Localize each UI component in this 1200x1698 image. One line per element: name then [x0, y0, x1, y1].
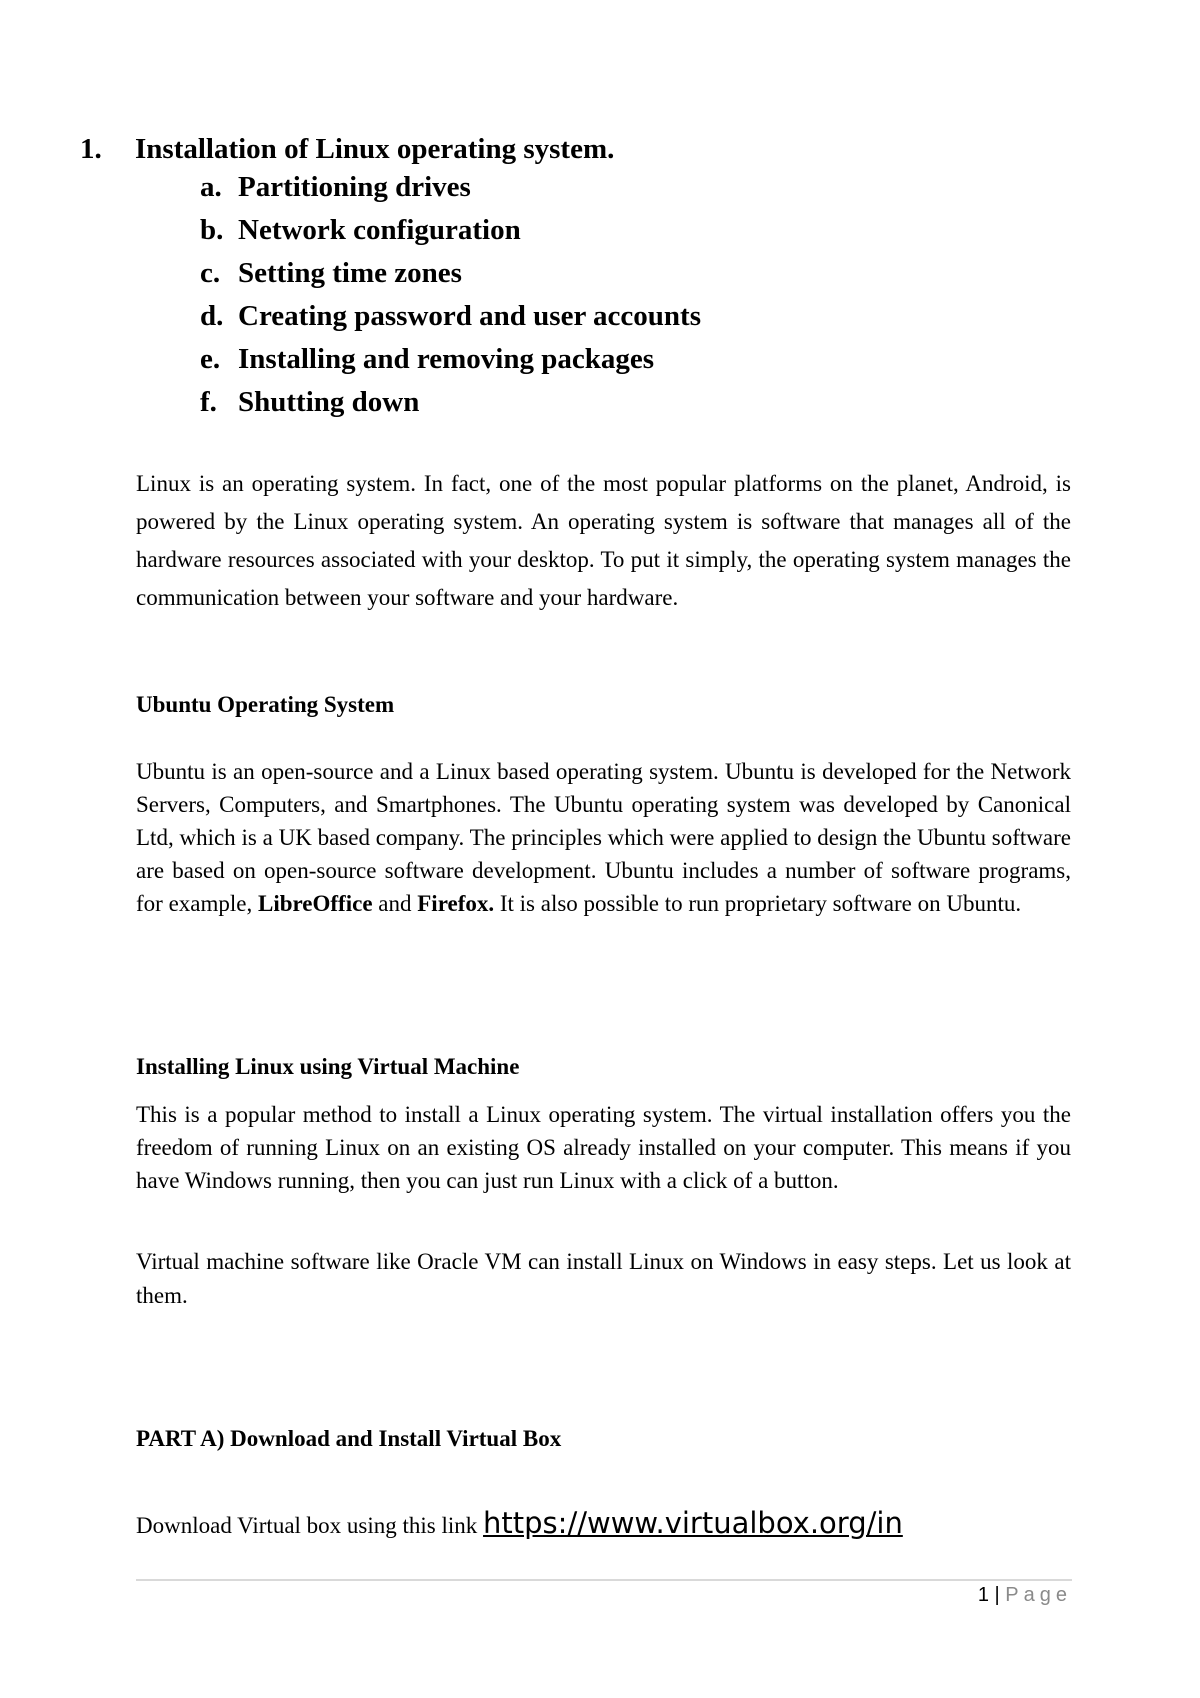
- list-item: d. Creating password and user accounts: [200, 300, 701, 332]
- list-item: c. Setting time zones: [200, 257, 462, 289]
- ubuntu-paragraph: Ubuntu is an open-source and a Linux based operating system. Ubuntu is developed for the Network Servers, Computers, and Smartphones. The Ubuntu operating system was developed by Canonical Ltd, which is a UK based company. The principles which were applied to design the Ubuntu software are based on open-source software development. Ubuntu includes a number of software programs, for example, LibreOffice and Firefox. It is also possible to run proprietary software on Ubuntu.: [136, 759, 1071, 916]
- page-footer: 1 | Page: [977, 1584, 1072, 1606]
- list-item: f. Shutting down: [200, 386, 420, 418]
- ubuntu-heading: Ubuntu Operating System: [136, 692, 395, 717]
- libreoffice-text: LibreOffice: [257, 891, 373, 916]
- intro-paragraph: Linux is an operating system. In fact, one of the most popular platforms on the planet, Android, is powered by the Linux operating system. An operating system is software that manages all of the hardware resources associated with your desktop. To put it simply, the operating system manages the communication between your software and your hardware.: [136, 471, 1071, 610]
- vm-paragraph-2: Virtual machine software like Oracle VM can install Linux on Windows in easy steps. Let us look at them.: [136, 1249, 1071, 1308]
- page-number: 1: [977, 1584, 989, 1606]
- list-item: b. Network configuration: [200, 214, 521, 246]
- section-title: [80, 133, 614, 166]
- footer-divider: [136, 1579, 1072, 1581]
- part-a-heading: PART A) Download and Install Virtual Box: [136, 1426, 562, 1451]
- virtualbox-link[interactable]: https://www.virtualbox.org/in: [483, 1506, 903, 1540]
- page-word: Page: [1005, 1584, 1072, 1606]
- section-number: 1.: [80, 133, 102, 165]
- section-title-text: Installation of Linux operating system.: [135, 133, 615, 165]
- firefox-text: Firefox.: [417, 891, 495, 916]
- vm-paragraph-1: This is a popular method to install a Linux operating system. The virtual installation offers you the freedom of running Linux on an existing OS already installed on your computer. This means if you have Windows running, then you can just run Linux with a click of a button.: [136, 1102, 1071, 1193]
- download-line: Download Virtual box using this link https://www.virtualbox.org/in: [136, 1506, 903, 1540]
- list-item: a. Partitioning drives: [200, 171, 471, 203]
- list-item: e. Installing and removing packages: [200, 343, 655, 375]
- vm-heading: Installing Linux using Virtual Machine: [136, 1054, 520, 1079]
